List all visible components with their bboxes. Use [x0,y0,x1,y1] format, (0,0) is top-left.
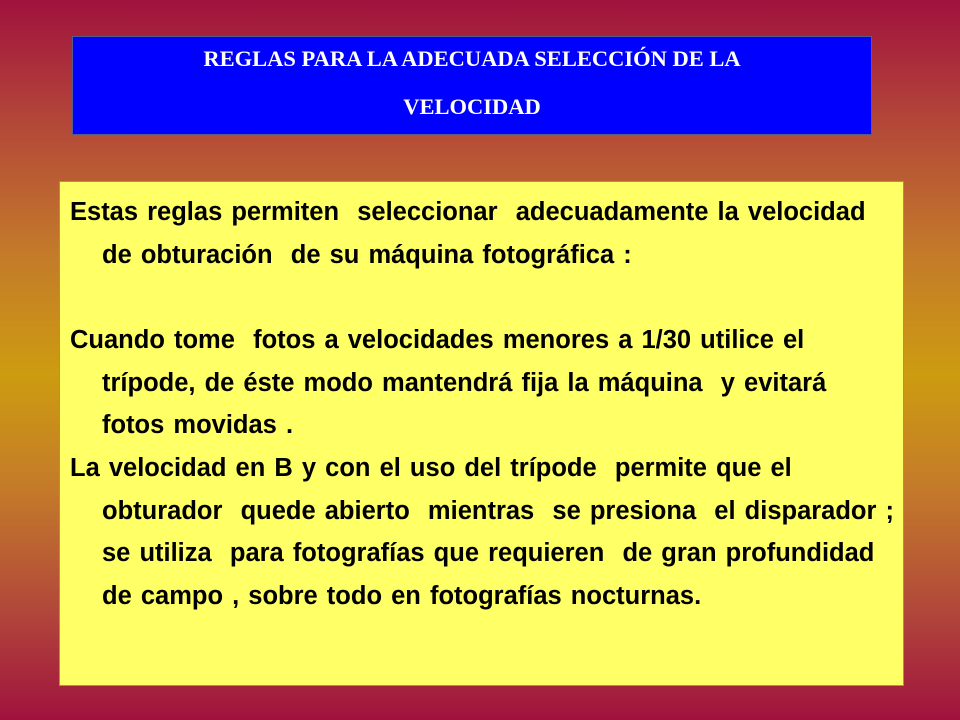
slide-title-line-1: REGLAS PARA LA ADECUADA SELECCIÓN DE LA [203,46,741,71]
paragraph-tripod-rule: Cuando tome fotos a velocidades menores a 1/30 utilice el trípode, de éste modo mantendrá fija la máquina y evitará fotos movidas . [70,326,845,440]
slide-title-box [72,36,872,135]
content-box [59,181,904,686]
paragraph-intro: Estas reglas permiten seleccionar adecuadamente la velocidad de obturación de su máquina fotográfica : [70,198,875,269]
paragraph-bulb-rule: La velocidad en B y con el uso del trípode permite que el obturador quede abierto mientras se presiona el disparador ; se utiliza para fotografías que requieren de gran profundidad de campo , sobre todo en fotografías nocturnas. [70,454,904,610]
slide-title-line-2: VELOCIDAD [403,94,541,119]
